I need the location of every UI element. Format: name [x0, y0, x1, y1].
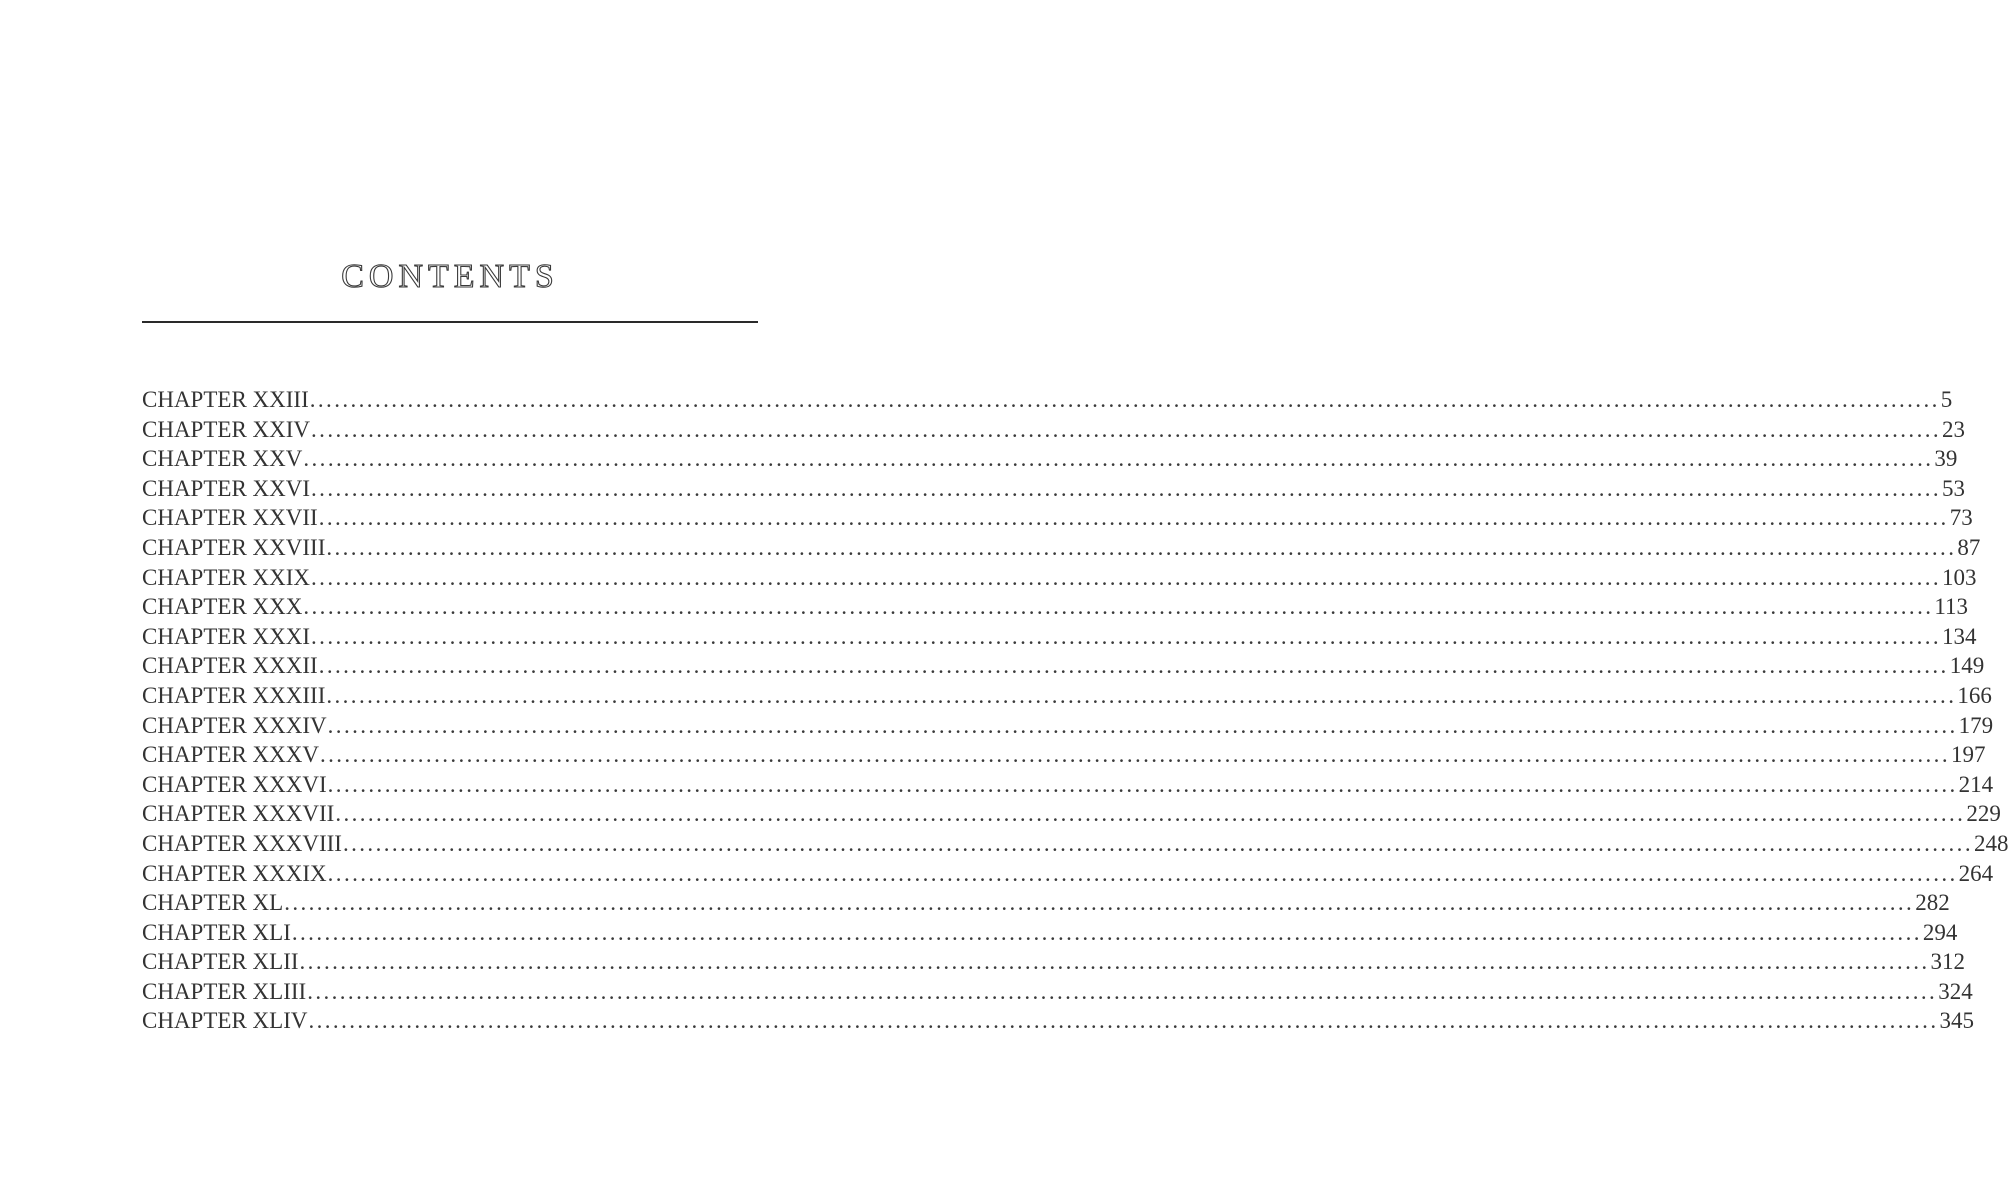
- toc-entry: [142, 474, 1966, 504]
- toc-entry-page-number: 149: [1949, 653, 1985, 679]
- toc-entry-page-number: 39: [1934, 446, 1958, 472]
- toc-entry-label: CHAPTER XXV: [142, 446, 303, 472]
- toc-entry-page-number: 166: [1957, 682, 1992, 708]
- toc-leader-dots: ........................................................................................................................................................................................................: [311, 564, 1942, 590]
- toc-entry: [142, 740, 1986, 770]
- toc-leader-dots: ........................................................................................................................................................................................................: [318, 653, 1949, 679]
- toc-entry-page-number: 179: [1958, 712, 1994, 738]
- toc-entry: [142, 592, 1969, 622]
- toc-leader-dots: ........................................................................................................................................................................................................: [299, 949, 1930, 975]
- title-divider: [142, 321, 758, 323]
- toc-leader-dots: ........................................................................................................................................................................................................: [342, 830, 1973, 856]
- toc-entry-page-number: 264: [1958, 860, 1994, 886]
- toc-entry-page-number: 312: [1930, 949, 1966, 975]
- toc-entry-label: CHAPTER XLII: [142, 949, 299, 975]
- toc-leader-dots: ........................................................................................................................................................................................................: [291, 919, 1922, 945]
- toc-entry-page-number: 73: [1949, 505, 1973, 531]
- toc-entry: [142, 444, 1958, 474]
- page-title: CONTENTS: [341, 258, 559, 295]
- toc-entry: [142, 829, 2008, 859]
- toc-entry: [142, 888, 1950, 918]
- toc-entry-label: CHAPTER XXXIX: [142, 860, 327, 886]
- toc-entry: [142, 770, 1994, 800]
- toc-entry: [142, 859, 1994, 889]
- toc-leader-dots: ........................................................................................................................................................................................................: [308, 1008, 1939, 1034]
- toc-entry-label: CHAPTER XXIII: [142, 387, 309, 412]
- toc-entry-page-number: 248: [1973, 830, 2008, 856]
- toc-entry: [142, 533, 1981, 563]
- toc-entry-page-number: 197: [1950, 742, 1986, 768]
- toc-entry-label: CHAPTER XXIX: [142, 564, 311, 590]
- toc-entry-page-number: 53: [1942, 475, 1966, 501]
- toc-entry: [142, 415, 1966, 445]
- toc-entry-label: CHAPTER XXVIII: [142, 534, 326, 560]
- toc-entry-label: CHAPTER XLIV: [142, 1008, 308, 1034]
- toc-leader-dots: ........................................................................................................................................................................................................: [327, 712, 1958, 738]
- toc-entry: [142, 711, 1994, 741]
- toc-entry-label: CHAPTER XXXVII: [142, 801, 335, 827]
- toc-leader-dots: ........................................................................................................................................................................................................: [326, 682, 1957, 708]
- toc-entry: [142, 799, 2001, 829]
- toc-entry: [142, 503, 1973, 533]
- toc-entry: [142, 947, 1966, 977]
- toc-entry-label: CHAPTER XL: [142, 890, 284, 916]
- toc-entry: [142, 977, 1973, 1007]
- toc-leader-dots: ........................................................................................................................................................................................................: [284, 890, 1915, 916]
- toc-leader-dots: ........................................................................................................................................................................................................: [327, 771, 1958, 797]
- toc-leader-dots: ........................................................................................................................................................................................................: [327, 860, 1958, 886]
- toc-entry-page-number: 345: [1939, 1008, 1974, 1034]
- toc-entry-label: CHAPTER XXVI: [142, 475, 311, 501]
- toc-entry-label: CHAPTER XXVII: [142, 505, 318, 531]
- toc-entry: [142, 681, 1992, 711]
- toc-leader-dots: ........................................................................................................................................................................................................: [326, 534, 1957, 560]
- toc-entry-page-number: 113: [1934, 594, 1969, 620]
- toc-entry: [142, 1006, 1974, 1036]
- toc-entry-page-number: 214: [1958, 771, 1994, 797]
- toc-leader-dots: ........................................................................................................................................................................................................: [311, 623, 1942, 649]
- toc-entry-label: CHAPTER XXXVI: [142, 771, 327, 797]
- toc-entry-page-number: 282: [1915, 890, 1950, 916]
- toc-leader-dots: ........................................................................................................................................................................................................: [311, 416, 1942, 442]
- toc-entry-label: CHAPTER XXXIV: [142, 712, 327, 738]
- toc-leader-dots: ........................................................................................................................................................................................................: [303, 594, 1934, 620]
- toc-leader-dots: ........................................................................................................................................................................................................: [303, 446, 1934, 472]
- toc-entry: [142, 385, 1953, 415]
- toc-entry-page-number: 134: [1942, 623, 1977, 649]
- toc-entry: [142, 651, 1985, 681]
- toc-entry-label: CHAPTER XXX: [142, 594, 303, 620]
- toc-entry-page-number: 229: [1966, 801, 2001, 827]
- toc-leader-dots: ........................................................................................................................................................................................................: [335, 801, 1966, 827]
- toc-entry-label: CHAPTER XXXV: [142, 742, 319, 768]
- toc-entry: [142, 918, 1958, 948]
- toc-leader-dots: ........................................................................................................................................................................................................: [319, 742, 1950, 768]
- toc-entry-page-number: 294: [1922, 919, 1958, 945]
- toc-entry-label: CHAPTER XXXIII: [142, 682, 326, 708]
- toc-entry-page-number: 23: [1942, 416, 1966, 442]
- toc-entry-label: CHAPTER XLIII: [142, 978, 307, 1004]
- toc-entry-page-number: 5: [1940, 387, 1953, 412]
- toc-leader-dots: ........................................................................................................................................................................................................: [318, 505, 1949, 531]
- toc-entry-page-number: 103: [1942, 564, 1977, 590]
- toc-entry: [142, 563, 1977, 593]
- toc-leader-dots: ........................................................................................................................................................................................................: [307, 978, 1938, 1004]
- toc-entry-label: CHAPTER XLI: [142, 919, 291, 945]
- toc-leader-dots: ........................................................................................................................................................................................................: [311, 475, 1942, 501]
- toc-entry-label: CHAPTER XXXVIII: [142, 830, 342, 856]
- toc-entry-page-number: 324: [1938, 978, 1973, 1004]
- toc-entry-label: CHAPTER XXIV: [142, 416, 311, 442]
- toc-entry-label: CHAPTER XXXII: [142, 653, 318, 679]
- toc-entry: [142, 622, 1977, 652]
- toc-entry-label: CHAPTER XXXI: [142, 623, 311, 649]
- toc-leader-dots: ........................................................................................................................................................................................................: [309, 387, 1940, 412]
- toc-entry-page-number: 87: [1957, 534, 1981, 560]
- table-of-contents: [142, 385, 2008, 1036]
